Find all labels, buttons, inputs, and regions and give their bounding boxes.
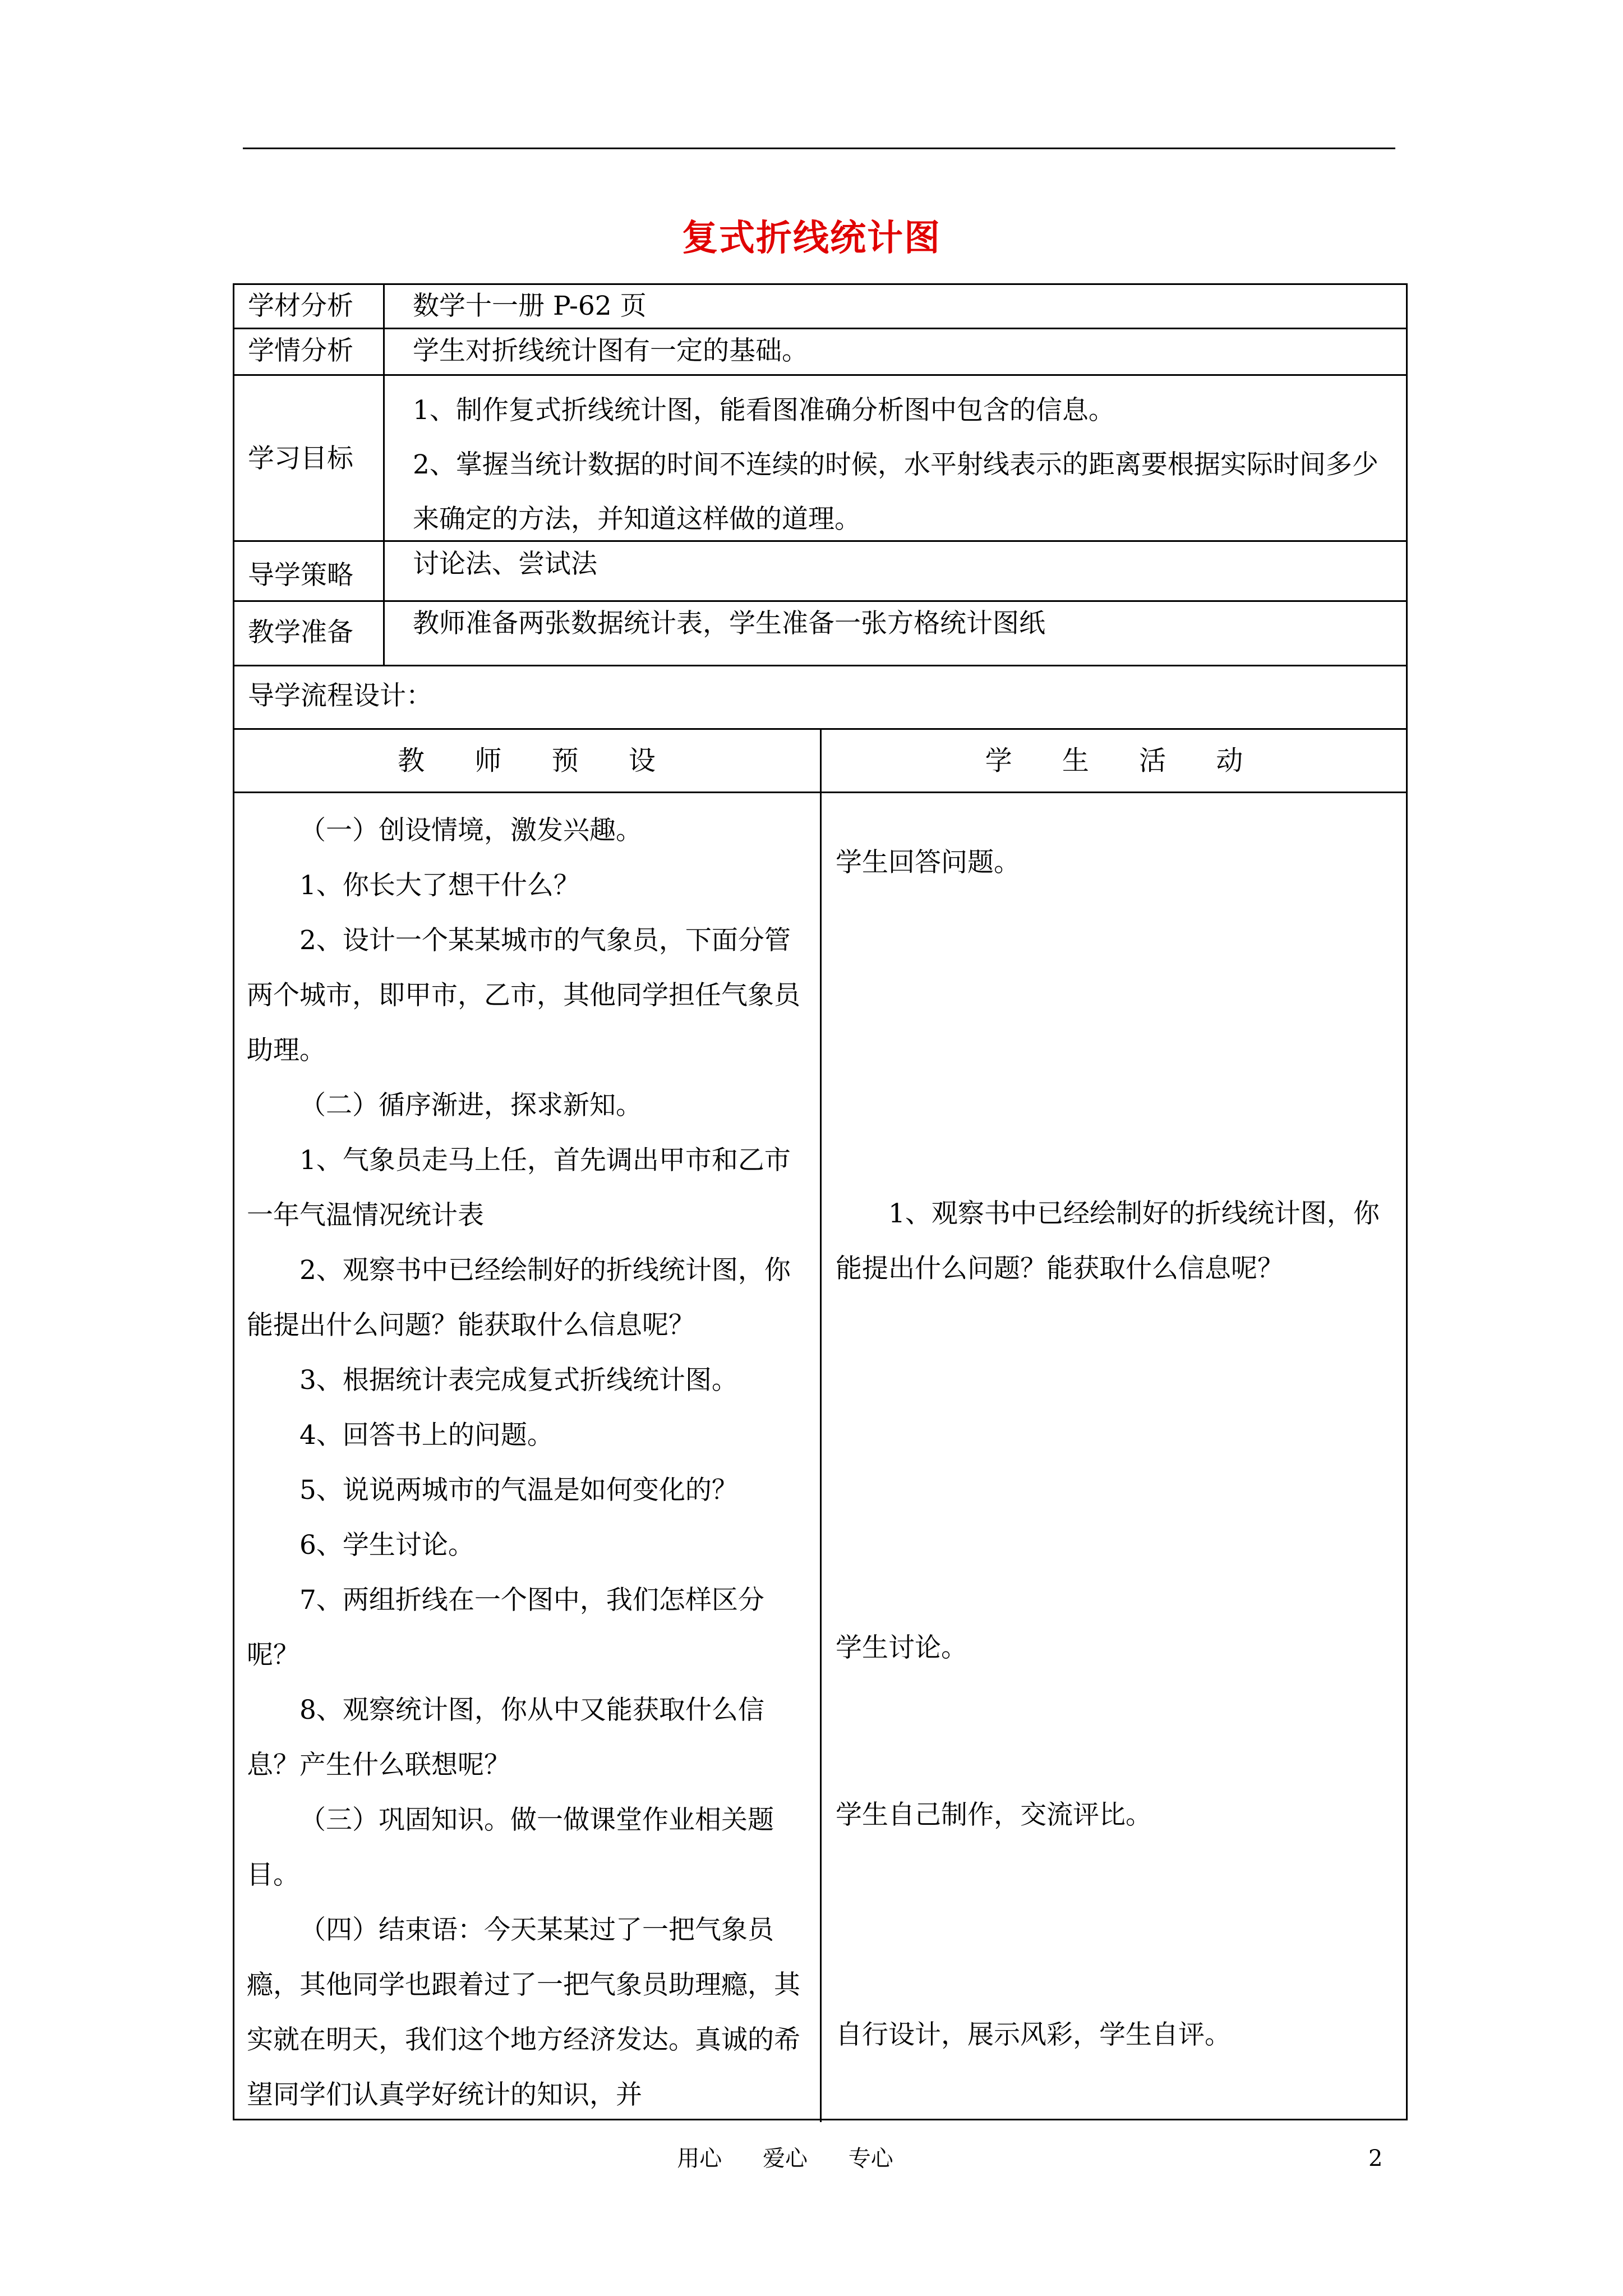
- learner-value: 学生对折线统计图有一定的基础。: [413, 335, 808, 366]
- header-rule: [243, 148, 1395, 149]
- goals-content: [413, 383, 1391, 546]
- teacher-line: （四）结束语：今天某某过了一把气象员瘾，其他同学也跟着过了一把气象员助理瘾，其实就在明天，我们这个地方经济发达。真诚的希望同学们认真学好统计的知识，并: [247, 1915, 800, 2110]
- student-activity-2: [836, 1186, 1396, 1296]
- teacher-line: （二）循序渐进，探求新知。: [299, 1090, 642, 1121]
- student-activity-2-text: 1、观察书中已经绘制好的折线统计图，你能提出什么问题？能获取什么信息呢？: [836, 1198, 1380, 1284]
- label-column-divider: [383, 285, 385, 665]
- strategy-label: 导学策略: [248, 560, 353, 591]
- teacher-line: 2、设计一个某某城市的气象员，下面分管两个城市，即甲市，乙市，其他同学担任气象员助理。: [247, 925, 800, 1066]
- teacher-line: 3、根据统计表完成复式折线统计图。: [299, 1365, 738, 1396]
- flow-column-divider: [820, 728, 822, 2122]
- teacher-line: 7、两组折线在一个图中，我们怎样区分呢？: [247, 1585, 764, 1671]
- teacher-line: （三）巩固知识。做一做课堂作业相关题目。: [247, 1805, 774, 1890]
- page-number: 2: [1368, 2146, 1383, 2171]
- learner-label: 学情分析: [248, 335, 353, 366]
- teacher-line: 8、观察统计图，你从中又能获取什么信息？产生什么联想呢？: [247, 1695, 764, 1780]
- teacher-column-head: 教 师 预 设: [398, 745, 657, 776]
- flow-title: 导学流程设计：: [248, 680, 432, 711]
- student-activity-3: 学生讨论。: [836, 1632, 967, 1663]
- student-activity-5: 自行设计，展示风彩，学生自评。: [836, 2019, 1231, 2050]
- page-title: 复式折线统计图: [682, 217, 941, 259]
- student-activity-4: 学生自己制作，交流评比。: [836, 1800, 1152, 1830]
- row-divider: [234, 665, 1406, 666]
- teacher-line: 1、气象员走马上任，首先调出甲市和乙市一年气温情况统计表: [247, 1145, 791, 1231]
- goal-item-2: 2、掌握当统计数据的时间不连续的时候，水平射线表示的距离要根据实际时间多少来确定的方法，并知道这样做的道理。: [413, 449, 1378, 535]
- teacher-line: 5、说说两城市的气温是如何变化的？: [299, 1475, 738, 1506]
- student-activity-1: 学生回答问题。: [836, 847, 1020, 878]
- footer-motto: 用心 爱心 专心: [677, 2146, 893, 2171]
- teacher-plan: [247, 803, 810, 2123]
- lesson-plan-table: [233, 283, 1408, 2120]
- teacher-line: 1、你长大了想干什么？: [299, 870, 580, 901]
- teacher-line: 4、回答书上的问题。: [299, 1420, 554, 1451]
- prep-value: 教师准备两张数据统计表，学生准备一张方格统计图纸: [413, 608, 1045, 639]
- material-label: 学材分析: [248, 291, 353, 321]
- row-divider: [234, 600, 1406, 602]
- row-divider: [234, 328, 1406, 329]
- row-divider: [234, 374, 1406, 376]
- goal-item-1: 1、制作复式折线统计图，能看图准确分析图中包含的信息。: [413, 395, 1115, 426]
- teacher-line: （一）创设情境，激发兴趣。: [299, 815, 642, 846]
- goals-label: 学习目标: [248, 443, 353, 474]
- material-value: 数学十一册 P-62 页: [413, 291, 647, 321]
- strategy-value: 讨论法、尝试法: [413, 549, 597, 579]
- prep-label: 教学准备: [248, 617, 353, 648]
- teacher-line: 2、观察书中已经绘制好的折线统计图，你能提出什么问题？能获取什么信息呢？: [247, 1255, 791, 1341]
- student-column-head: 学 生 活 动: [985, 745, 1244, 776]
- teacher-line: 6、学生讨论。: [299, 1530, 474, 1561]
